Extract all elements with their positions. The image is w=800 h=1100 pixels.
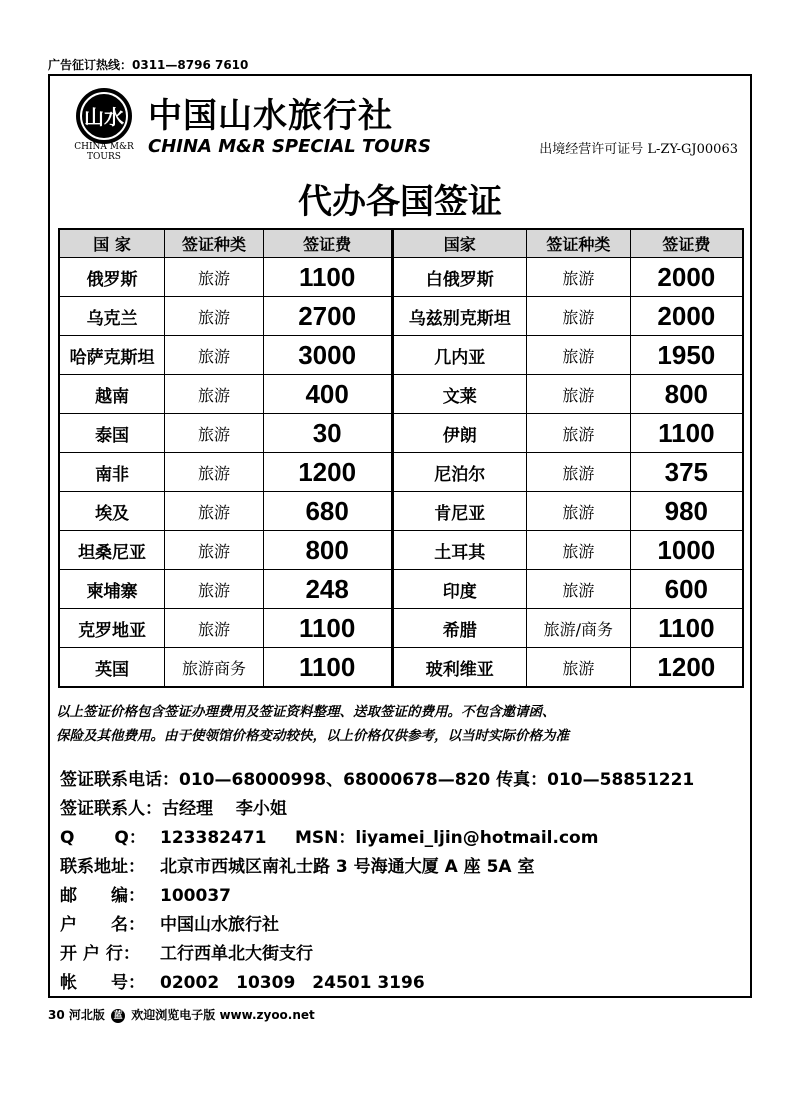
country-cell: 几内亚 xyxy=(392,336,527,375)
visa-type-cell: 旅游 xyxy=(165,492,264,531)
account-name-value: 中国山水旅行社 xyxy=(160,915,279,935)
country-cell: 尼泊尔 xyxy=(392,453,527,492)
country-cell: 埃及 xyxy=(59,492,165,531)
visa-type-cell: 旅游 xyxy=(165,297,264,336)
visa-fee-table xyxy=(58,228,744,688)
visa-fee-cell: 1100 xyxy=(263,609,392,648)
table-header-row xyxy=(59,229,743,258)
footer-link-text: 欢迎浏览电子版 www.zyoo.net xyxy=(131,1008,315,1022)
table-row xyxy=(59,414,743,453)
bank-row: 开 户 行： 工行西单北大街支行 xyxy=(60,940,750,969)
zip-value: 100037 xyxy=(160,886,231,906)
visa-type-cell: 旅游 xyxy=(527,375,631,414)
visa-type-cell: 旅游 xyxy=(165,453,264,492)
address-value: 北京市西城区南礼士路 3 号海通大厦 A 座 5A 室 xyxy=(160,857,535,877)
brand-name-cn: 中国山水旅行社 xyxy=(148,96,393,136)
table-row xyxy=(59,336,743,375)
visa-fee-cell: 2000 xyxy=(630,258,743,297)
table-row xyxy=(59,648,743,688)
visa-phone: 签证联系电话：010—68000998、68000678—820 传真：010—58851221 xyxy=(60,770,695,790)
visa-fee-cell: 1200 xyxy=(630,648,743,688)
country-cell: 泰国 xyxy=(59,414,165,453)
visa-fee-cell: 1000 xyxy=(630,531,743,570)
page-footer xyxy=(48,1006,315,1023)
msn-contact: MSN：liyamei_ljin@hotmail.com xyxy=(295,828,599,848)
license-number: 出境经营许可证号 L-ZY-GJ00063 xyxy=(539,142,738,157)
visa-type-cell: 旅游 xyxy=(527,492,631,531)
ad-frame xyxy=(48,74,752,998)
country-cell: 越南 xyxy=(59,375,165,414)
visa-fee-cell: 1100 xyxy=(263,648,392,688)
visa-fee-cell: 1200 xyxy=(263,453,392,492)
bank-value: 工行西单北大街支行 xyxy=(160,944,313,964)
visa-fee-cell: 400 xyxy=(263,375,392,414)
qq-value: 123382471 xyxy=(160,828,267,848)
visa-type-cell: 旅游 xyxy=(165,258,264,297)
visa-type-cell: 旅游 xyxy=(527,414,631,453)
price-note-line: 保险及其他费用。由于使领馆价格变动较快，以上价格仅供参考，以当时实际价格为准 xyxy=(56,728,569,744)
visa-type-cell: 旅游 xyxy=(165,336,264,375)
country-cell: 希腊 xyxy=(392,609,527,648)
visa-fee-cell: 248 xyxy=(263,570,392,609)
visa-type-cell: 旅游 xyxy=(165,570,264,609)
visa-fee-cell: 1100 xyxy=(630,609,743,648)
visa-fee-cell: 1100 xyxy=(630,414,743,453)
country-cell: 坦桑尼亚 xyxy=(59,531,165,570)
qq-label: Q Q： xyxy=(60,828,146,848)
visa-fee-cell: 600 xyxy=(630,570,743,609)
country-cell: 俄罗斯 xyxy=(59,258,165,297)
country-cell: 白俄罗斯 xyxy=(392,258,527,297)
country-cell: 伊朗 xyxy=(392,414,527,453)
zip-row: 邮 编： 100037 xyxy=(60,882,750,911)
qq-msn-row xyxy=(60,824,750,853)
visa-fee-cell: 680 xyxy=(263,492,392,531)
visa-fee-cell: 980 xyxy=(630,492,743,531)
address-row: 联系地址： 北京市西城区南礼士路 3 号海通大厦 A 座 5A 室 xyxy=(60,853,750,882)
visa-type-cell: 旅游 xyxy=(527,336,631,375)
table-row xyxy=(59,492,743,531)
visa-type-cell: 旅游 xyxy=(165,531,264,570)
country-cell: 乌克兰 xyxy=(59,297,165,336)
visa-fee-cell: 375 xyxy=(630,453,743,492)
header-visa-type: 签证种类 xyxy=(527,229,631,258)
country-cell: 文莱 xyxy=(392,375,527,414)
country-cell: 南非 xyxy=(59,453,165,492)
page-number: 30 xyxy=(48,1008,65,1022)
table-row xyxy=(59,570,743,609)
visa-type-cell: 旅游/商务 xyxy=(527,609,631,648)
logo-text: 山水 xyxy=(84,105,124,129)
visa-fee-cell: 1950 xyxy=(630,336,743,375)
visa-type-cell: 旅游 xyxy=(527,453,631,492)
brand-logo-icon xyxy=(74,86,134,146)
visa-fee-cell: 3000 xyxy=(263,336,392,375)
visa-type-cell: 旅游 xyxy=(527,570,631,609)
visa-type-cell: 旅游 xyxy=(165,375,264,414)
table-row xyxy=(59,258,743,297)
contact-block xyxy=(60,766,750,998)
page-title: 代办各国签证 xyxy=(298,182,502,222)
visa-type-cell: 旅游 xyxy=(527,297,631,336)
price-note-line: 以上签证价格包含签证办理费用及签证资料整理、送取签证的费用。不包含邀请函、 xyxy=(56,704,556,720)
header-visa-fee: 签证费 xyxy=(263,229,392,258)
country-cell: 英国 xyxy=(59,648,165,688)
visa-fee-cell: 800 xyxy=(263,531,392,570)
account-name-row: 户 名： 中国山水旅行社 xyxy=(60,911,750,940)
visa-fee-cell: 2000 xyxy=(630,297,743,336)
header-visa-type: 签证种类 xyxy=(165,229,264,258)
visa-contact-person: 签证联系人：古经理 李小姐 xyxy=(60,799,287,819)
visa-type-cell: 旅游 xyxy=(527,531,631,570)
visa-type-cell: 旅游 xyxy=(527,648,631,688)
table-row xyxy=(59,297,743,336)
table-row xyxy=(59,375,743,414)
brand-name-en: CHINA M&R SPECIAL TOURS xyxy=(148,136,432,157)
logo-subtitle: CHINA M&R TOURS xyxy=(74,142,134,162)
country-cell: 印度 xyxy=(392,570,527,609)
visa-fee-cell: 1100 xyxy=(263,258,392,297)
country-cell: 哈萨克斯坦 xyxy=(59,336,165,375)
country-cell: 土耳其 xyxy=(392,531,527,570)
visa-fee-cell: 30 xyxy=(263,414,392,453)
table-row xyxy=(59,453,743,492)
visa-type-cell: 旅游 xyxy=(165,609,264,648)
header-visa-fee: 签证费 xyxy=(630,229,743,258)
table-row xyxy=(59,609,743,648)
country-cell: 克罗地亚 xyxy=(59,609,165,648)
visa-type-cell: 旅游 xyxy=(527,258,631,297)
country-cell: 柬埔寨 xyxy=(59,570,165,609)
ad-hotline: 广告征订热线：0311—8796 7610 xyxy=(48,58,249,72)
visa-type-cell: 旅游 xyxy=(165,414,264,453)
country-cell: 肯尼亚 xyxy=(392,492,527,531)
table-row xyxy=(59,531,743,570)
country-cell: 玻利维亚 xyxy=(392,648,527,688)
account-number-row: 帐 号： 02002 10309 24501 3196 xyxy=(60,969,750,998)
account-number-value: 02002 10309 24501 3196 xyxy=(160,973,425,993)
country-cell: 乌兹别克斯坦 xyxy=(392,297,527,336)
visa-type-cell: 旅游商务 xyxy=(165,648,264,688)
edition-label: 河北版 xyxy=(68,1008,105,1022)
visa-fee-cell: 800 xyxy=(630,375,743,414)
price-note xyxy=(56,700,746,748)
visa-fee-cell: 2700 xyxy=(263,297,392,336)
header-country: 国 家 xyxy=(59,229,165,258)
header-country: 国家 xyxy=(392,229,527,258)
edition-seal-icon: 蓝 xyxy=(111,1009,125,1023)
